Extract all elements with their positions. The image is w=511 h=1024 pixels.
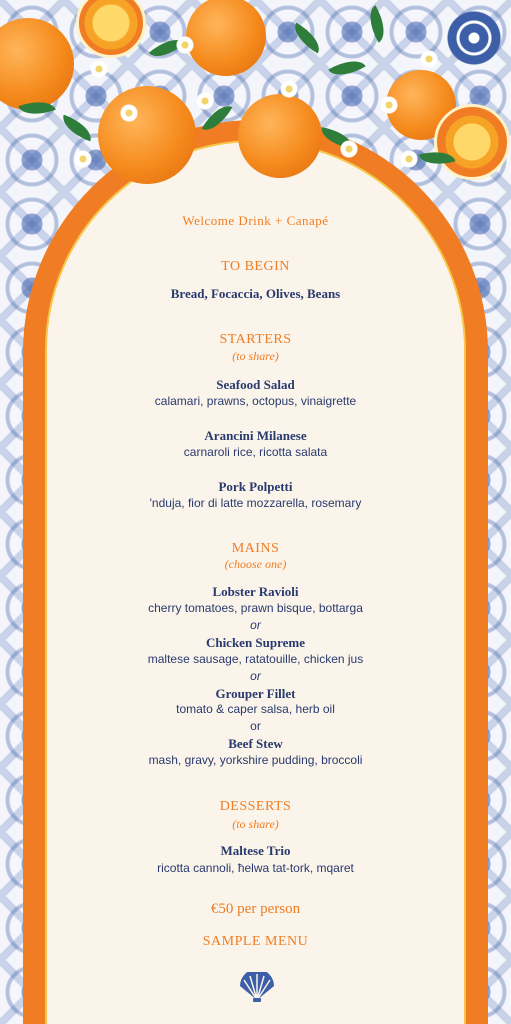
dish-name: Chicken Supreme bbox=[205, 635, 306, 650]
dish-name: Maltese Trio bbox=[220, 843, 291, 858]
dish-description: mash, gravy, yorkshire pudding, broccoli bbox=[148, 753, 363, 767]
dish-name: Seafood Salad bbox=[216, 377, 295, 392]
or-separator: or bbox=[250, 669, 261, 683]
dish-name: Pork Polpetti bbox=[218, 479, 293, 494]
dish-name: Beef Stew bbox=[228, 736, 283, 751]
leaf bbox=[328, 53, 365, 84]
rosette-tile-icon bbox=[446, 10, 502, 66]
orange-blossom bbox=[380, 96, 398, 114]
orange-fruit bbox=[98, 86, 196, 184]
orange-slice bbox=[434, 104, 510, 180]
orange-fruit bbox=[0, 18, 74, 110]
orange-fruit bbox=[186, 0, 266, 76]
desserts-note: (to share) bbox=[232, 817, 279, 831]
desserts-heading: DESSERTS bbox=[219, 799, 292, 814]
sample-menu-label: SAMPLE MENU bbox=[202, 934, 309, 949]
to-begin-heading: TO BEGIN bbox=[221, 259, 290, 274]
leaf bbox=[362, 5, 393, 42]
welcome-line: Welcome Drink + Canapé bbox=[182, 213, 329, 228]
orange-blossom bbox=[120, 104, 138, 122]
dish-name: Lobster Ravioli bbox=[212, 584, 299, 599]
dish-description: ricotta cannoli, ħelwa tat-tork, mqaret bbox=[157, 861, 354, 875]
orange-blossom bbox=[280, 80, 298, 98]
orange-blossom bbox=[420, 50, 438, 68]
orange-blossom bbox=[74, 150, 92, 168]
shell-icon bbox=[238, 972, 276, 1002]
orange-blossom bbox=[176, 36, 194, 54]
or-separator: or bbox=[250, 618, 261, 632]
dish-description: calamari, prawns, octopus, vinaigrette bbox=[154, 394, 357, 408]
dish-name: Arancini Milanese bbox=[204, 428, 307, 443]
orange-blossom bbox=[400, 150, 418, 168]
to-begin-items: Bread, Focaccia, Olives, Beans bbox=[170, 286, 341, 301]
orange-fruit bbox=[238, 94, 322, 178]
mains-note: (choose one) bbox=[224, 557, 287, 571]
starters-note: (to share) bbox=[232, 349, 279, 363]
dish-description: maltese sausage, ratatouille, chicken jus bbox=[147, 652, 364, 666]
orange-blossom bbox=[90, 60, 108, 78]
leaf bbox=[288, 23, 325, 54]
price-line: €50 per person bbox=[210, 901, 301, 917]
orange-blossom bbox=[196, 92, 214, 110]
dish-description: cherry tomatoes, prawn bisque, bottarga bbox=[148, 601, 363, 615]
orange-blossom bbox=[340, 140, 358, 158]
dish-description: 'nduja, fior di latte mozzarella, rosemary bbox=[149, 496, 362, 510]
dish-description: tomato & caper salsa, herb oil bbox=[176, 702, 335, 716]
dish-name: Grouper Fillet bbox=[215, 686, 296, 701]
or-separator: or bbox=[250, 719, 261, 733]
dish-description: carnaroli rice, ricotta salata bbox=[183, 445, 328, 459]
leaf bbox=[58, 115, 95, 142]
mains-heading: MAINS bbox=[231, 541, 280, 556]
starters-heading: STARTERS bbox=[219, 332, 292, 347]
orange-garland-illustration bbox=[0, 0, 511, 200]
orange-slice bbox=[76, 0, 146, 58]
